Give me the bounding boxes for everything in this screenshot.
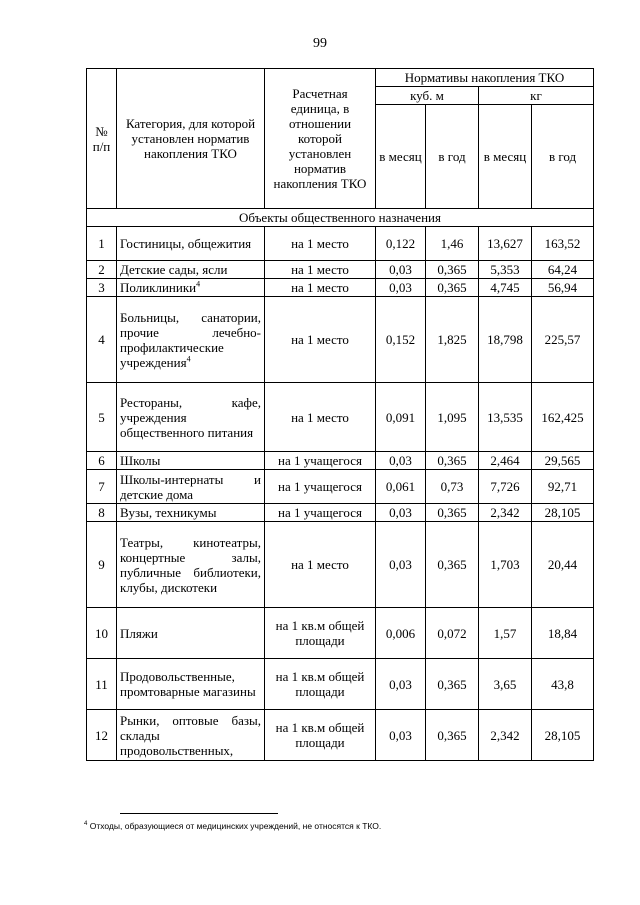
row-kg-year: 20,44 xyxy=(532,522,594,608)
row-kg-year: 162,425 xyxy=(532,383,594,452)
row-kg-year: 163,52 xyxy=(532,227,594,261)
row-category: Школы-интернаты и детские дома xyxy=(117,470,265,504)
footnote-text: Отходы, образующиеся от медицинских учреждений, не относятся к ТКО. xyxy=(89,821,382,831)
row-category: Больницы, санатории, прочие лечебно-профилактические учреждения$^4$ xyxy=(117,297,265,383)
row-unit: на 1 учащегося xyxy=(265,452,376,470)
table-row xyxy=(87,297,594,383)
header-kg-year: в год xyxy=(532,105,594,209)
table-row xyxy=(87,470,594,504)
row-cubic-year: 1,095 xyxy=(426,383,479,452)
table-row xyxy=(87,279,594,297)
row-cubic-year: 0,365 xyxy=(426,452,479,470)
header-unit: Расчетная единица, в отношении которой установлен норматив накопления ТКО xyxy=(265,69,376,209)
row-cubic-year: 1,825 xyxy=(426,297,479,383)
row-number: 5 xyxy=(87,383,117,452)
header-cubic-year: в год xyxy=(426,105,479,209)
row-cubic-month: 0,122 xyxy=(376,227,426,261)
row-cubic-month: 0,091 xyxy=(376,383,426,452)
row-cubic-month: 0,061 xyxy=(376,470,426,504)
page-number: 99 xyxy=(313,36,327,51)
row-unit: на 1 место xyxy=(265,383,376,452)
row-kg-month: 18,798 xyxy=(479,297,532,383)
footnote-divider xyxy=(120,813,278,814)
row-unit: на 1 кв.м общей площади xyxy=(265,710,376,761)
row-unit: на 1 место xyxy=(265,227,376,261)
row-cubic-month: 0,006 xyxy=(376,608,426,659)
row-category: Рестораны, кафе, учреждения общественного питания xyxy=(117,383,265,452)
header-kg: кг xyxy=(479,87,594,105)
header-category: Категория, для которой установлен норматив накопления ТКО xyxy=(117,69,265,209)
header-num: № п/п xyxy=(87,69,117,209)
row-kg-month: 13,535 xyxy=(479,383,532,452)
row-unit: на 1 место xyxy=(265,279,376,297)
row-number: 4 xyxy=(87,297,117,383)
row-cubic-year: 0,365 xyxy=(426,504,479,522)
table-row xyxy=(87,261,594,279)
row-category: Школы xyxy=(117,452,265,470)
row-category: Театры, кинотеатры, концертные залы, публичные библиотеки, клубы, дискотеки xyxy=(117,522,265,608)
row-unit: на 1 кв.м общей площади xyxy=(265,608,376,659)
table-row xyxy=(87,659,594,710)
row-unit: на 1 место xyxy=(265,261,376,279)
row-kg-month: 7,726 xyxy=(479,470,532,504)
row-number: 3 xyxy=(87,279,117,297)
row-cubic-month: 0,03 xyxy=(376,279,426,297)
row-category: Вузы, техникумы xyxy=(117,504,265,522)
row-cubic-year: 0,365 xyxy=(426,659,479,710)
row-number: 8 xyxy=(87,504,117,522)
row-cubic-year: 0,365 xyxy=(426,710,479,761)
row-kg-month: 13,627 xyxy=(479,227,532,261)
row-cubic-year: 0,072 xyxy=(426,608,479,659)
row-kg-month: 2,464 xyxy=(479,452,532,470)
footnote-ref: 4 xyxy=(186,354,191,364)
row-category: Пляжи xyxy=(117,608,265,659)
row-cubic-year: 0,365 xyxy=(426,261,479,279)
table-row xyxy=(87,608,594,659)
row-kg-year: 56,94 xyxy=(532,279,594,297)
row-category: Детские сады, ясли xyxy=(117,261,265,279)
table-row xyxy=(87,227,594,261)
row-number: 9 xyxy=(87,522,117,608)
row-number: 12 xyxy=(87,710,117,761)
row-kg-year: 92,71 xyxy=(532,470,594,504)
row-cubic-month: 0,03 xyxy=(376,504,426,522)
row-number: 1 xyxy=(87,227,117,261)
row-cubic-month: 0,03 xyxy=(376,452,426,470)
table-row xyxy=(87,710,594,761)
row-number: 10 xyxy=(87,608,117,659)
row-cubic-year: 0,365 xyxy=(426,522,479,608)
footnote-ref: 4 xyxy=(196,279,201,289)
footnote xyxy=(84,821,381,831)
norms-table xyxy=(86,68,594,761)
row-cubic-month: 0,03 xyxy=(376,522,426,608)
row-kg-month: 1,703 xyxy=(479,522,532,608)
row-cubic-month: 0,03 xyxy=(376,710,426,761)
row-category: Поликлиники$^4$ xyxy=(117,279,265,297)
table-row xyxy=(87,504,594,522)
row-cubic-year: 1,46 xyxy=(426,227,479,261)
section xyxy=(87,209,594,227)
table-header xyxy=(87,69,594,209)
row-kg-month: 1,57 xyxy=(479,608,532,659)
row-unit: на 1 место xyxy=(265,297,376,383)
row-number: 2 xyxy=(87,261,117,279)
row-number: 7 xyxy=(87,470,117,504)
row-kg-month: 5,353 xyxy=(479,261,532,279)
table-row xyxy=(87,452,594,470)
row-number: 11 xyxy=(87,659,117,710)
section-title: Объекты общественного назначения xyxy=(87,209,594,227)
header-cubic-month: в месяц xyxy=(376,105,426,209)
row-kg-year: 43,8 xyxy=(532,659,594,710)
row-unit: на 1 место xyxy=(265,522,376,608)
header-norms: Нормативы накопления ТКО xyxy=(376,69,594,87)
row-category: Рынки, оптовые базы, склады продовольственных, xyxy=(117,710,265,761)
row-cubic-month: 0,03 xyxy=(376,659,426,710)
row-kg-year: 29,565 xyxy=(532,452,594,470)
row-unit: на 1 учащегося xyxy=(265,470,376,504)
row-kg-year: 28,105 xyxy=(532,710,594,761)
row-kg-month: 4,745 xyxy=(479,279,532,297)
row-kg-month: 2,342 xyxy=(479,504,532,522)
table-row xyxy=(87,522,594,608)
row-number: 6 xyxy=(87,452,117,470)
row-kg-month: 3,65 xyxy=(479,659,532,710)
row-cubic-month: 0,03 xyxy=(376,261,426,279)
table-row xyxy=(87,383,594,452)
row-category: Продовольственные, промтоварные магазины xyxy=(117,659,265,710)
row-cubic-year: 0,365 xyxy=(426,279,479,297)
header-cubic: куб. м xyxy=(376,87,479,105)
row-cubic-month: 0,152 xyxy=(376,297,426,383)
row-kg-year: 64,24 xyxy=(532,261,594,279)
footnote-marker: 4 xyxy=(84,821,88,828)
row-unit: на 1 учащегося xyxy=(265,504,376,522)
row-kg-year: 18,84 xyxy=(532,608,594,659)
header-kg-month: в месяц xyxy=(479,105,532,209)
row-category: Гостиницы, общежития xyxy=(117,227,265,261)
row-kg-year: 225,57 xyxy=(532,297,594,383)
row-cubic-year: 0,73 xyxy=(426,470,479,504)
table-body xyxy=(87,227,594,761)
row-unit: на 1 кв.м общей площади xyxy=(265,659,376,710)
row-kg-month: 2,342 xyxy=(479,710,532,761)
row-kg-year: 28,105 xyxy=(532,504,594,522)
